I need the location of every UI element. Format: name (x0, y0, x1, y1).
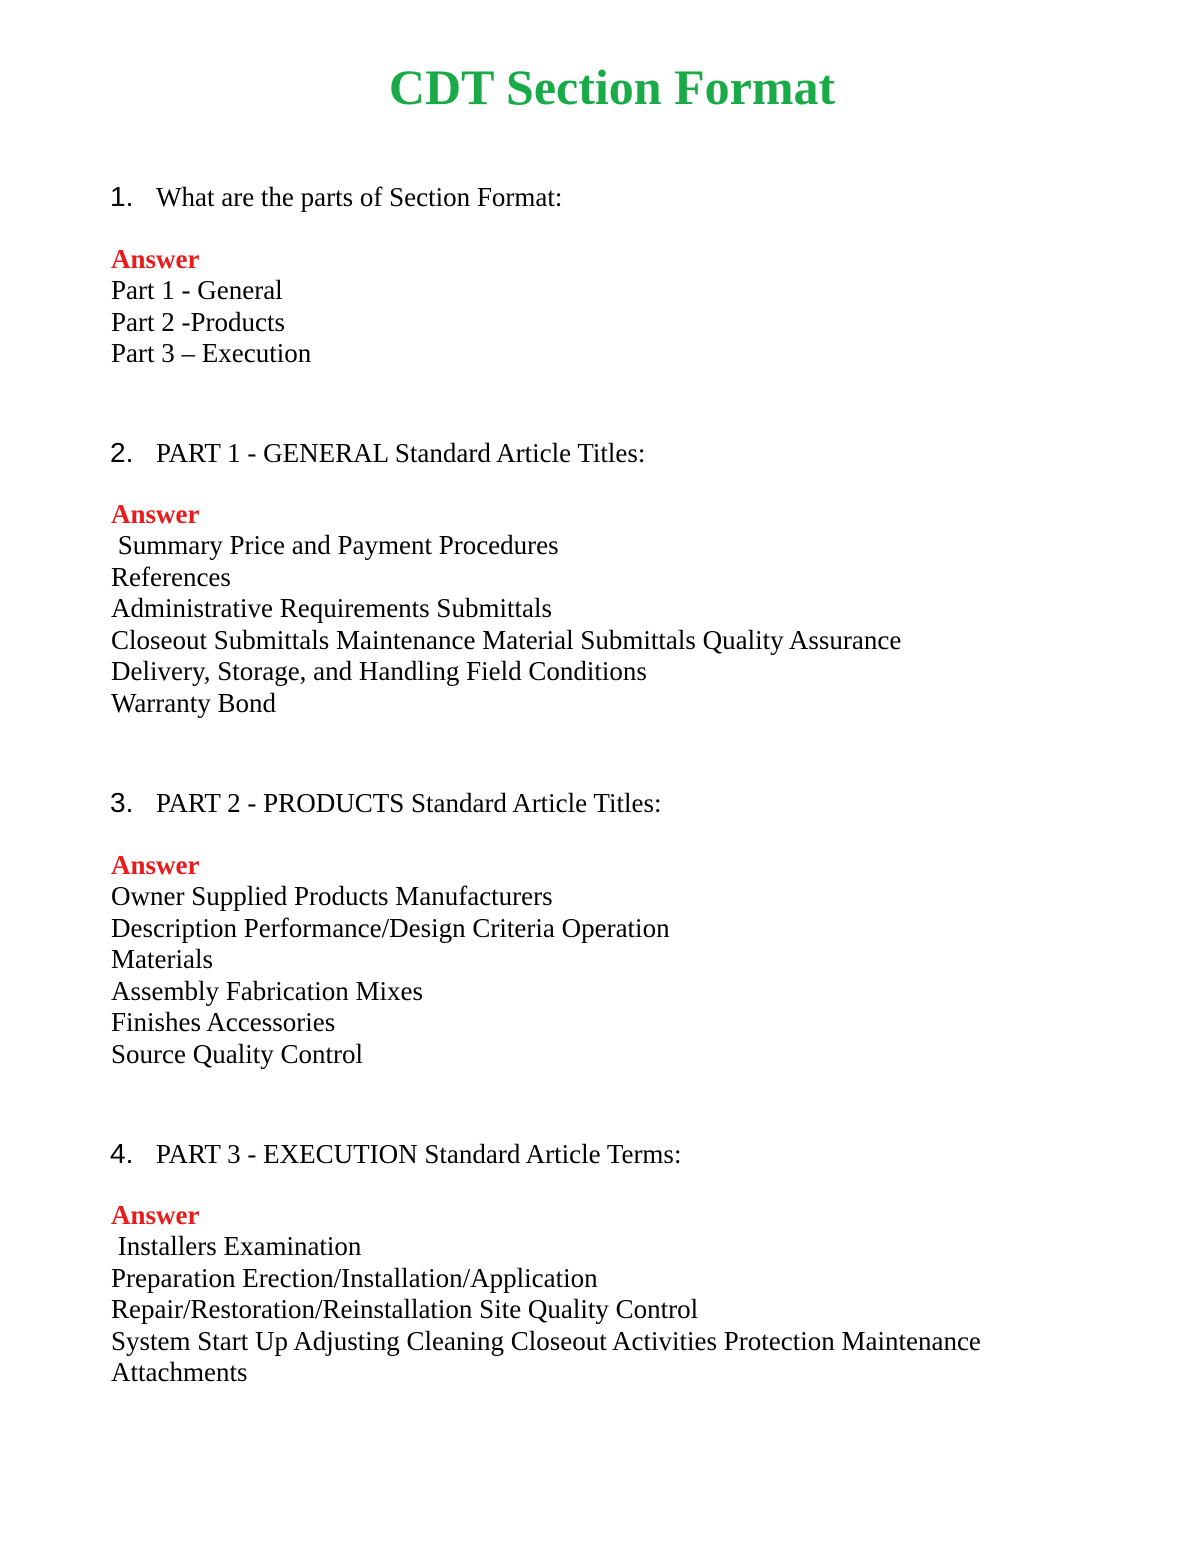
answer-label: Answer (111, 499, 200, 529)
question-2 (110, 436, 645, 470)
list-item: Assembly Fabrication Mixes (111, 975, 423, 1006)
page-title: CDT Section Format (388, 59, 836, 115)
question-text: PART 3 - EXECUTION Standard Article Terms: (156, 1139, 682, 1169)
list-item: References (111, 561, 231, 592)
list-item: Preparation Erection/Installation/Application (111, 1262, 598, 1293)
list-item: Materials (111, 944, 213, 975)
question-3 (110, 786, 661, 820)
question-number: 4. (110, 1138, 134, 1169)
list-item: Warranty Bond (111, 687, 277, 718)
list-item: Administrative Requirements Submittals (111, 593, 552, 624)
list-item: System Start Up Adjusting Cleaning Closeout Activities Protection Maintenance (111, 1325, 981, 1356)
question-number: 3. (110, 787, 134, 818)
list-item: Repair/Restoration/Reinstallation Site Quality Control (111, 1294, 699, 1325)
answer-block-1 (111, 244, 311, 370)
list-item: Part 2 -Products (111, 306, 285, 337)
answer-block-2 (111, 499, 901, 720)
question-text: PART 2 - PRODUCTS Standard Article Titles: (156, 788, 662, 818)
list-item: Summary Price and Payment Procedures (111, 530, 559, 560)
list-item: Attachments (111, 1357, 248, 1388)
answer-list (111, 881, 670, 1071)
answer-list (111, 530, 901, 720)
list-item: Owner Supplied Products Manufacturers (111, 881, 553, 911)
answer-label: Answer (111, 244, 200, 274)
list-item: Delivery, Storage, and Handling Field Conditions (111, 656, 647, 687)
list-item: Part 1 - General (111, 275, 283, 305)
list-item: Closeout Submittals Maintenance Material Submittals Quality Assurance (111, 624, 902, 655)
answer-label: Answer (111, 850, 200, 880)
question-number: 1. (110, 181, 134, 212)
answer-label: Answer (111, 1200, 200, 1230)
question-number: 2. (110, 437, 134, 468)
answer-list (111, 1231, 981, 1389)
answer-list (111, 275, 311, 370)
list-item: Part 3 – Execution (111, 338, 312, 369)
question-text: What are the parts of Section Format: (156, 182, 563, 212)
list-item: Description Performance/Design Criteria Operation (111, 912, 670, 943)
list-item: Installers Examination (111, 1231, 362, 1261)
question-4 (110, 1137, 681, 1171)
answer-block-4 (111, 1200, 981, 1389)
answer-block-3 (111, 850, 670, 1071)
question-text: PART 1 - GENERAL Standard Article Titles: (156, 438, 646, 468)
question-1 (110, 180, 562, 214)
list-item: Source Quality Control (111, 1038, 363, 1069)
list-item: Finishes Accessories (111, 1007, 336, 1038)
